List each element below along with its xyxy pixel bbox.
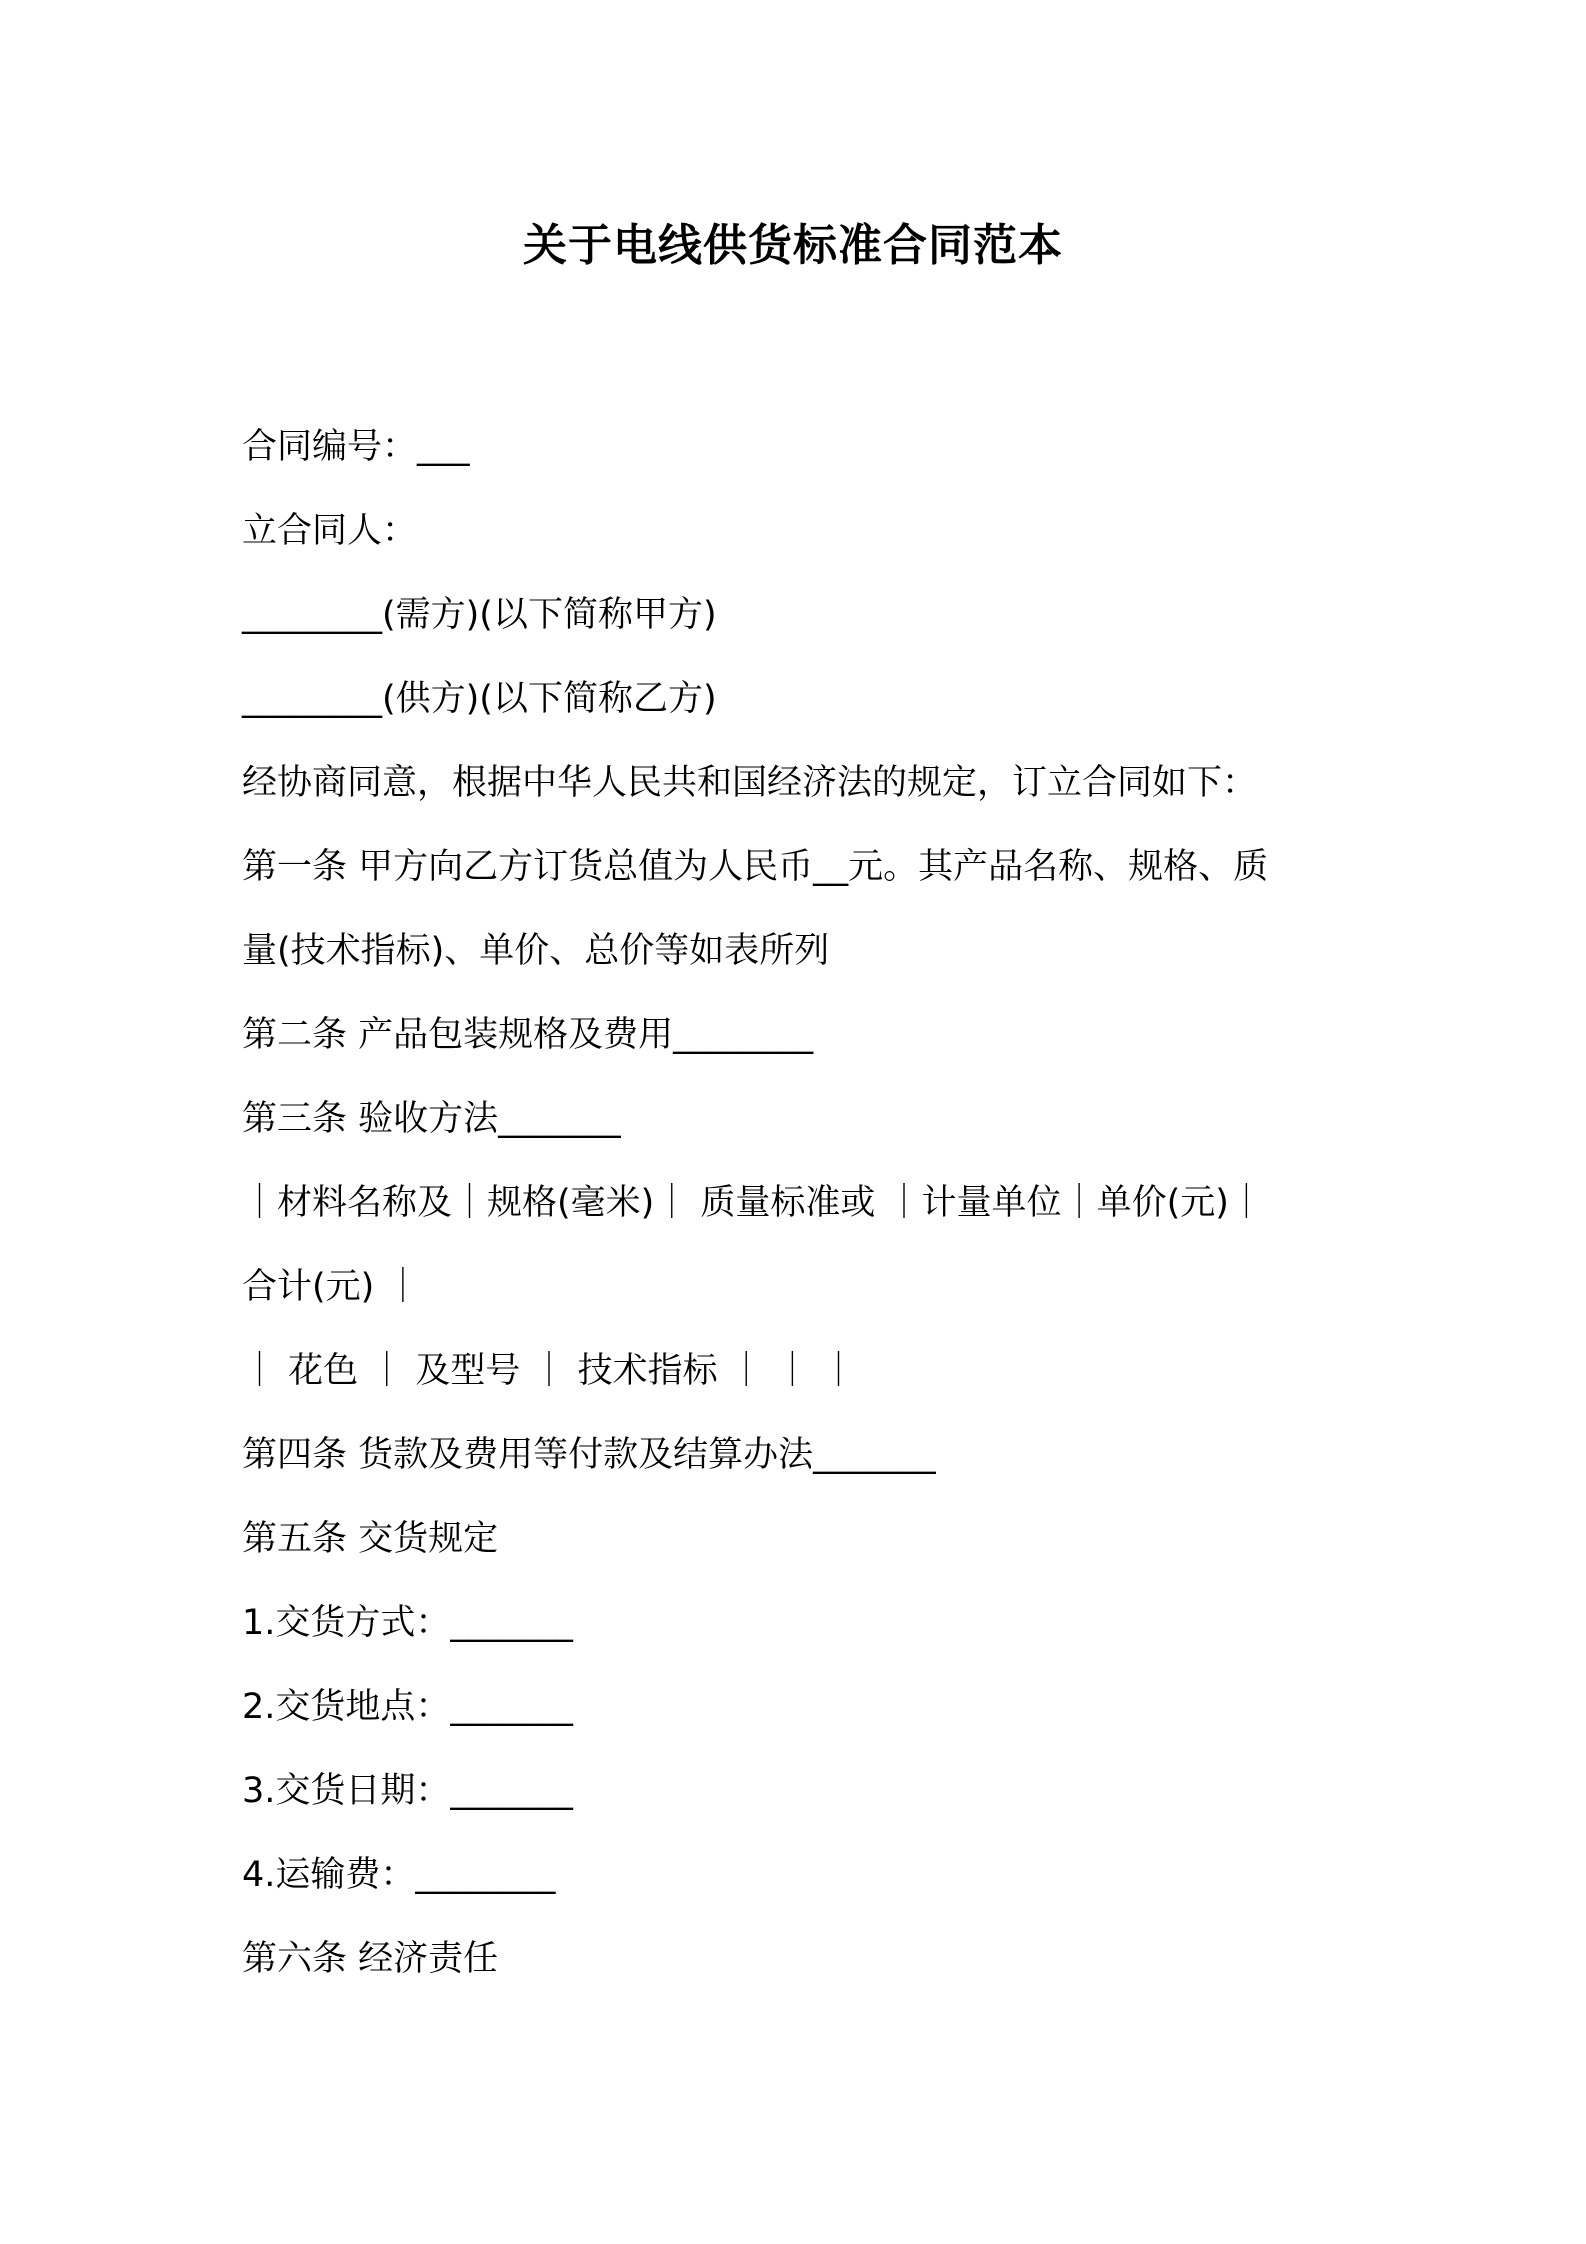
article-4-line: 第四条 货款及费用等付款及结算办法_______ xyxy=(242,1435,936,1475)
parties-heading: 立合同人： xyxy=(242,511,418,551)
party-a-line: ________(需方)(以下简称甲方) xyxy=(242,595,717,635)
delivery-method-line: 1.交货方式：_______ xyxy=(242,1603,573,1643)
article-5-heading: 第五条 交货规定 xyxy=(242,1519,499,1559)
party-b-line: ________(供方)(以下简称乙方) xyxy=(242,679,717,719)
article-6-heading: 第六条 经济责任 xyxy=(242,1939,499,1979)
table-header-row-2: ｜ 花色 ｜ 及型号 ｜ 技术指标 ｜ ｜ ｜ xyxy=(242,1351,857,1391)
article-1-line-2: 量(技术指标)、单价、总价等如表所列 xyxy=(242,931,830,971)
transport-fee-line: 4.运输费：________ xyxy=(242,1855,556,1895)
document-title: 关于电线供货标准合同范本 xyxy=(523,220,1063,271)
article-2-line: 第二条 产品包装规格及费用________ xyxy=(242,1015,814,1055)
contract-number-line: 合同编号：___ xyxy=(242,427,470,467)
article-1-line-1: 第一条 甲方向乙方订货总值为人民币__元。其产品名称、规格、质 xyxy=(242,847,1269,887)
preamble-line: 经协商同意，根据中华人民共和国经济法的规定，订立合同如下： xyxy=(242,763,1258,803)
table-header-row-1-cont: 合计(元) ｜ xyxy=(242,1267,421,1307)
table-header-row-1: ｜材料名称及｜规格(毫米)｜ 质量标准或 ｜计量单位｜单价(元)｜ xyxy=(242,1183,1264,1223)
delivery-date-line: 3.交货日期：_______ xyxy=(242,1771,573,1811)
document-body xyxy=(242,405,1362,2001)
article-3-line: 第三条 验收方法_______ xyxy=(242,1099,621,1139)
delivery-place-line: 2.交货地点：_______ xyxy=(242,1687,573,1727)
